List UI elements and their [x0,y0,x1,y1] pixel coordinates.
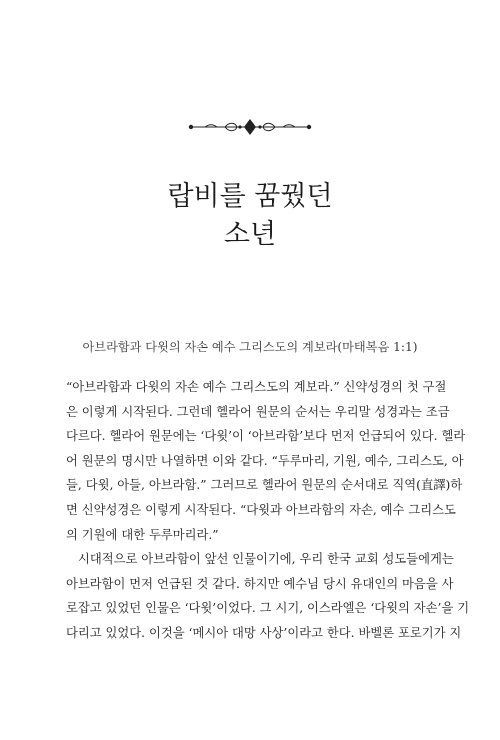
paragraph [66,547,470,645]
chapter-title [0,178,500,254]
body-line: 어 원문의 명시만 나열하면 이와 같다. “두루마리, 기원, 예수, 그리스도, 아 [66,453,464,468]
paragraph [66,375,466,547]
chapter-title-line-1: 랍비를 꿈꿨던 [167,181,333,213]
body-line: 들, 다윗, 아들, 아브라함.” 그러므로 헬라어 원문의 순서대로 직역(直譯)하 [66,478,463,493]
body-line: 면 신약성경은 이렇게 시작된다. “다윗과 아브라함의 자손, 예수 그리스도 [66,502,456,517]
body-line: 시대적으로 아브라함이 앞선 인물이기에, 우리 한국 교회 성도들에게는 [78,552,454,567]
epigraph: 아브라함과 다윗의 자손 예수 그리스도의 계보라(마태복음 1:1) [82,340,418,354]
chapter-title-line-2: 소년 [223,219,277,251]
body-line: “아브라함과 다윗의 자손 예수 그리스도의 계보라.” 신약성경의 첫 구절 [66,380,447,394]
body-line: 로잡고 있었던 인물은 ‘다윗’이었다. 그 시기, 이스라엘은 ‘다윗의 자손’을 기 [66,601,470,616]
body-line: 은 이렇게 시작된다. 그런데 헬라어 원문의 순서는 우리말 성경과는 조금 [66,404,450,419]
body-line: 다르다. 헬라어 원문에는 ‘다윗’이 ‘아브라함’보다 먼저 언급되어 있다. 헬라 [66,429,466,444]
body-text [66,375,470,646]
body-line: 아브라함이 먼저 언급된 것 같다. 하지만 예수님 당시 유대인의 마음을 사 [66,576,454,591]
body-line: 의 기원에 대한 두루마리라.” [66,527,219,542]
body-line: 다리고 있었다. 이것을 ‘메시아 대망 사상’이라고 한다. 바벨론 포로기가 지 [66,625,462,640]
chapter-ornament [185,115,315,139]
